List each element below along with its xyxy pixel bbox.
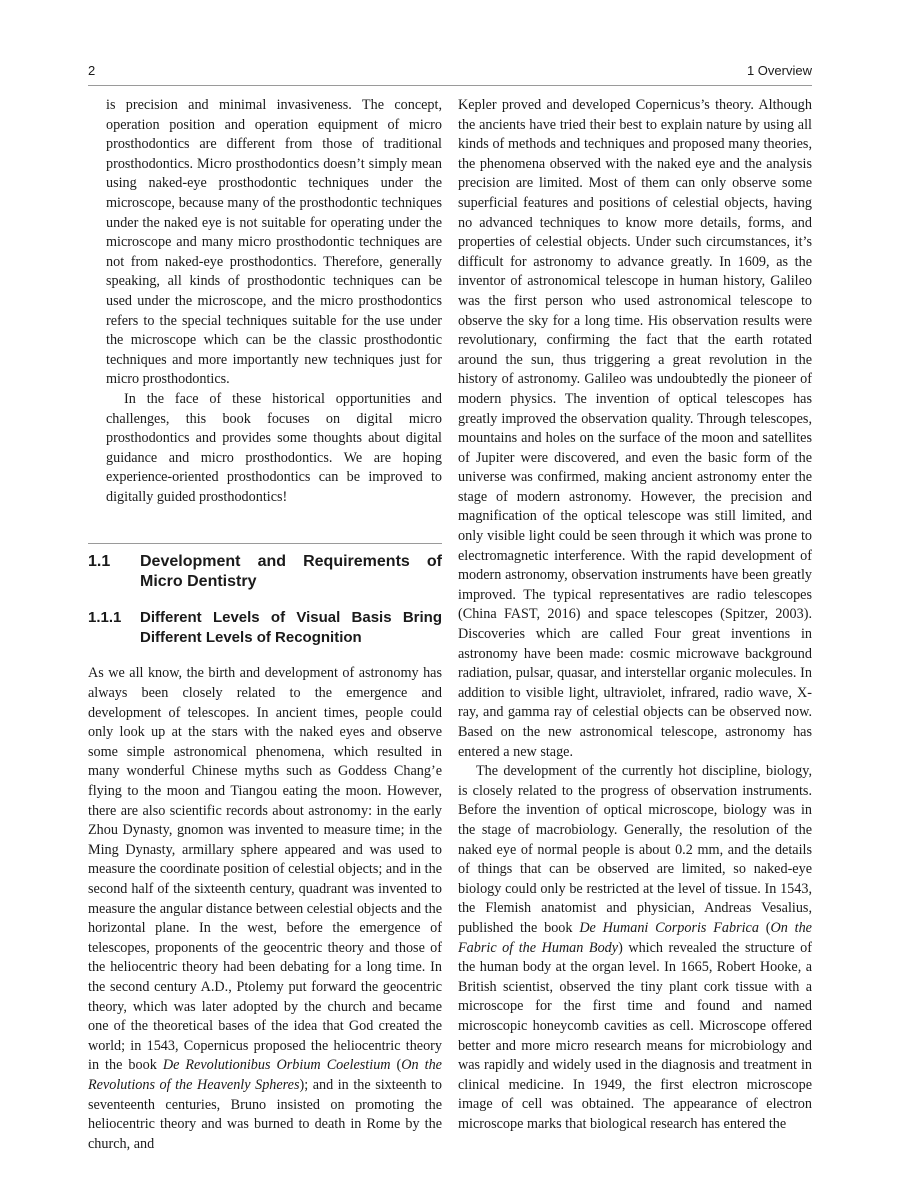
page-number: 2 bbox=[88, 63, 96, 78]
right-text-1: The development of the currently hot discipline, biology, is closely related to the progress of observation instruments. Before the invention of optical microscope, biology was in the stage of macrobiology. Generally, the resolution of the naked eye of normal people is about 0.2 mm, and the details of things that can be observed are limited, so naked-eye biology could only be restricted at the level of tissue. In 1543, the Flemish anatomist and physician, Andreas Vesalius, published the book bbox=[458, 763, 812, 936]
book-title-english: On the Revolutions of the Heavenly Spheres bbox=[88, 1057, 442, 1093]
running-header-chapter: 1 Overview bbox=[746, 63, 812, 78]
right-paragraph-2 bbox=[458, 762, 812, 1134]
right-text-2: ) which revealed the structure of the human body at the organ level. In 1665, Robert Hooke, a British scientist, observed the tiny plant cork tissue with a microscope for the first time and found and named microscopic honeycomb cavities as cell. Microscope offered better and more micro research means for microbiology and was rapidly and widely used in the diagnosis and treatment in clinical medicine. In 1949, the first electron microscope image of cell was obtained. The appearance of electron microscope marks that biological research has entered the bbox=[458, 939, 813, 1132]
section-number: 1.1 bbox=[88, 553, 111, 571]
book-title-latin: De Revolutionibus Orbium Coelestium bbox=[162, 1057, 391, 1074]
book2-title-latin: De Humani Corporis Fabrica bbox=[579, 919, 759, 936]
quote-paragraph-2: In the face of these historical opportunities and challenges, this book focuses on digital micro prosthodontics and provides some thoughts about digital guidance and micro prosthodontics. We are hoping experience-oriented prosthodontics can be improved to digitally guided prosthodontics! bbox=[106, 390, 442, 505]
book2-title-english: On the Fabric of the Human Body bbox=[458, 919, 812, 956]
body-paragraph bbox=[88, 664, 442, 1154]
left-column bbox=[88, 96, 442, 1154]
subsection-heading bbox=[88, 608, 442, 648]
subsection-number: 1.1.1 bbox=[88, 609, 122, 627]
quote-block bbox=[88, 96, 442, 507]
paren-open-2: ( bbox=[758, 919, 771, 936]
section-rule bbox=[88, 543, 442, 544]
quote-paragraph-1: is precision and minimal invasiveness. The concept, operation position and operation equipment of micro prosthodontics are different from those of traditional prosthodontics. Micro prosthodontics doesn’t simply mean using naked-eye prosthodontic techniques under the microscope, because many of the prosthodontic techniques under the naked eye is not suitable for operating under the microscope and many micro prosthodontic techniques are not from naked-eye prosthodontics. Therefore, generally speaking, all kinds of prosthodontic techniques can be used under the microscope, and the micro prosthodontics refers to the special techniques suitable for the use under the microscope which can be the classic prosthodontic techniques and more importantly new techniques just for micro prosthodontics. bbox=[106, 97, 442, 388]
paren-open: ( bbox=[390, 1057, 402, 1074]
header-rule bbox=[88, 85, 812, 86]
body-text-2: ); and in the sixteenth to seventeenth centuries, Bruno insisted on promoting the heliocentric theory and was burned to death in Rome by the church, and bbox=[88, 1076, 443, 1152]
section-title: Development and Requirements of Micro Dentistry bbox=[140, 553, 442, 591]
right-column bbox=[458, 96, 812, 1134]
section-heading bbox=[88, 552, 442, 592]
body-text-1: As we all know, the birth and development of astronomy has always been closely related to the emergence and development of telescopes. In ancient times, people could only look up at the stars with the naked eyes and observe some simple astronomical phenomena, which resulted in many wonderful Chinese myths such as Goddess Chang’e flying to the moon and Tiangou eating the moon. However, there are also scientific records about astronomy: in the early Zhou Dynasty, gnomon was invented to measure time; in the Ming Dynasty, armillary sphere appeared and was used to measure the coordinate position of celestial objects; and in the second half of the sixteenth century, quadrant was invented to measure the angular distance between celestial objects and the horizontal plane. In the west, before the emergence of telescopes, proponents of the geocentric theory and those of the heliocentric theory had been debating for a long time. In the second century A.D., Ptolemy put forward the geocentric theory, which was later adopted by the church and became one of the theoretical bases of the idea that God created the world; in 1543, Copernicus proposed the heliocentric theory in the book bbox=[88, 665, 442, 1074]
right-paragraph-1: Kepler proved and developed Copernicus’s theory. Although the ancients have tried their best to explain nature by using all kinds of methods and techniques and proposed many theories, the phenomena observed with the naked eye and the analysis precision are limited. Most of them can only observe some superficial features and positions of celestial objects, having no advanced techniques to know more details, forms, and properties of celestial objects. Under such circumstances, it’s difficult for astronomy to advance greatly. In 1609, as the inventor of astronomical telescope in human history, Galileo was the first person who used astronomical telescope to observe the sky for a long time. His observation results were revolutionary, confirming the fact that the earth rotated around the sun, thus triggering a great revolution in the history of astronomy. Galileo was undoubtedly the pioneer of modern physics. The invention of optical telescopes has greatly improved the observation quality. Through telescopes, mountains and holes on the surface of the moon and satellites of Jupiter were discovered, and even the basic form of the universe was confirmed, making ancient astronomy enter the stage of modern astronomy. However, the precision and magnification of the optical telescope was still limited, and only visible light could be seen through it which was prone to electromagnetic interference. With the rapid development of modern astronomy, observation instruments have been greatly improved. The typical representatives are radio telescopes (China FAST, 2016) and space telescopes (Spitzer, 2003). Discoveries which are called Four great inventions in astronomy have been made: cosmic microwave background radiation, pulsar, quasar, and interstellar organic molecules. In addition to visible light, ultraviolet, infrared, radio wave, X-ray, and gamma ray of celestial objects can be observed now. Based on the new astronomical telescope, astronomy has entered a new stage. bbox=[458, 97, 812, 760]
subsection-title: Different Levels of Visual Basis Bring Different Levels of Recognition bbox=[140, 609, 442, 647]
